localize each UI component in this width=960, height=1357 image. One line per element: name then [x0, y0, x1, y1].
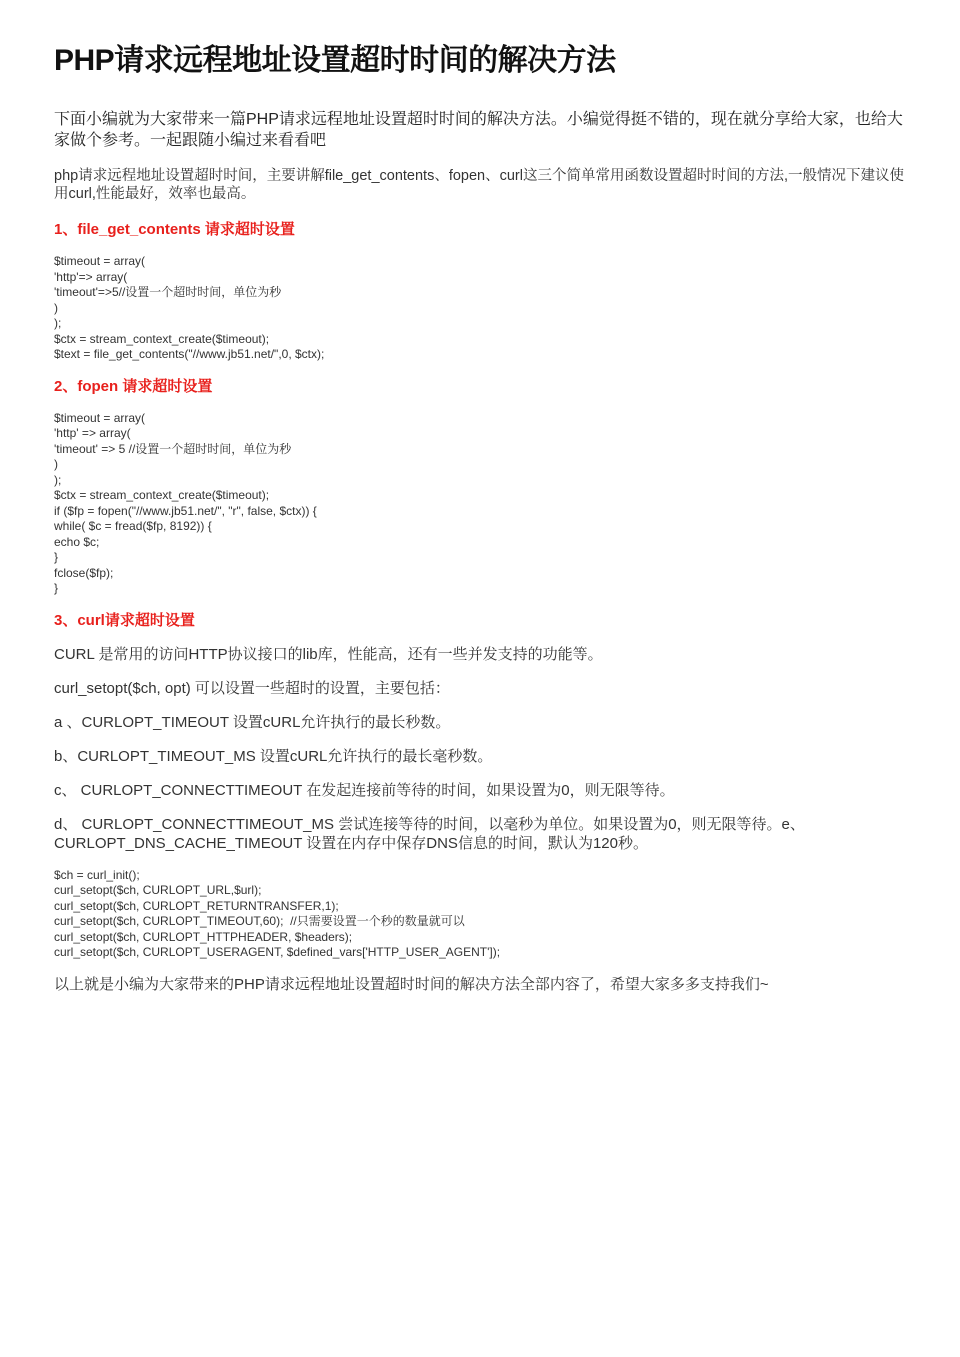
code-line: curl_setopt($ch, CURLOPT_USERAGENT, $defined_vars['HTTP_USER_AGENT']);	[54, 945, 501, 959]
article	[54, 40, 904, 994]
curl-option-item: d、 CURLOPT_CONNECTTIMEOUT_MS 尝试连接等待的时间，以毫秒为单位。如果设置为0，则无限等待。e、 CURLOPT_DNS_CACHE_TIMEOUT 设置在内存中保存DNS信息的时间，默认为120秒。	[54, 815, 805, 852]
section-heading-file-get-contents: 1、file_get_contents 请求超时设置	[54, 221, 295, 238]
code-line: 'timeout' => 5 //设置一个超时时间，单位为秒	[54, 441, 292, 456]
code-line: $ctx = stream_context_create($timeout);	[54, 488, 270, 502]
code-line: )	[54, 300, 58, 315]
code-line: 'http' => array(	[54, 426, 131, 440]
code-line: );	[54, 472, 62, 487]
code-line: curl_setopt($ch, CURLOPT_URL,$url);	[54, 883, 262, 897]
code-line: while( $c = fread($fp, 8192)) {	[54, 519, 212, 533]
code-line: 'http'=> array(	[54, 269, 128, 284]
code-line: }	[54, 550, 59, 564]
code-line: $ch = curl_init();	[54, 867, 140, 882]
section-heading-curl: 3、curl请求超时设置	[54, 611, 195, 629]
code-block-curl	[54, 868, 904, 961]
code-line: curl_setopt($ch, CURLOPT_TIMEOUT,60); //只需要设置一个秒的数量就可以	[54, 914, 465, 928]
code-line: curl_setopt($ch, CURLOPT_HTTPHEADER, $headers);	[54, 929, 353, 944]
code-line: )	[54, 457, 58, 471]
code-line: }	[54, 581, 59, 595]
code-line: 'timeout'=>5//设置一个超时时间，单位为秒	[54, 285, 282, 299]
curl-paragraph: CURL 是常用的访问HTTP协议接口的lib库，性能高，还有一些并发支持的功能等。	[54, 645, 603, 663]
code-line: $text = file_get_contents("//www.jb51.net/",0, $ctx);	[54, 347, 325, 361]
code-line: curl_setopt($ch, CURLOPT_RETURNTRANSFER,1);	[54, 898, 339, 913]
code-line: fclose($fp);	[54, 565, 114, 580]
curl-option-item: b、CURLOPT_TIMEOUT_MS 设置cURL允许执行的最长毫秒数。	[54, 747, 493, 765]
curl-option-item: c、 CURLOPT_CONNECTTIMEOUT 在发起连接前等待的时间，如果设置为0，则无限等待。	[54, 781, 675, 799]
code-block-fopen	[54, 411, 904, 597]
outro-paragraph: 以上就是小编为大家带来的PHP请求远程地址设置超时时间的解决方法全部内容了，希望大家多多支持我们~	[54, 975, 769, 993]
curl-option-item: a 、CURLOPT_TIMEOUT 设置cURL允许执行的最长秒数。	[54, 713, 451, 731]
intro-paragraph: 下面小编就为大家带来一篇PHP请求远程地址设置超时时间的解决方法。小编觉得挺不错的，现在就分享给大家，也给大家做个参考。一起跟随小编过来看看吧	[54, 111, 903, 149]
code-block-file-get-contents	[54, 254, 904, 363]
code-line: echo $c;	[54, 534, 100, 549]
curl-paragraph: curl_setopt($ch, opt) 可以设置一些超时的设置，主要包括：	[54, 679, 450, 697]
code-line: );	[54, 316, 62, 330]
section-heading-fopen: 2、fopen 请求超时设置	[54, 377, 213, 395]
code-line: $ctx = stream_context_create($timeout);	[54, 331, 270, 346]
code-line: $timeout = array(	[54, 410, 146, 425]
page-title: PHP请求远程地址设置超时时间的解决方法	[54, 44, 616, 77]
summary-paragraph: php请求远程地址设置超时时间，主要讲解file_get_contents、fopen、curl这三个简单常用函数设置超时时间的方法,一般情况下建议使用curl,性能最好，效率也最高。	[54, 168, 905, 202]
code-line: $timeout = array(	[54, 254, 146, 268]
code-line: if ($fp = fopen("//www.jb51.net/", "r", false, $ctx)) {	[54, 503, 317, 518]
